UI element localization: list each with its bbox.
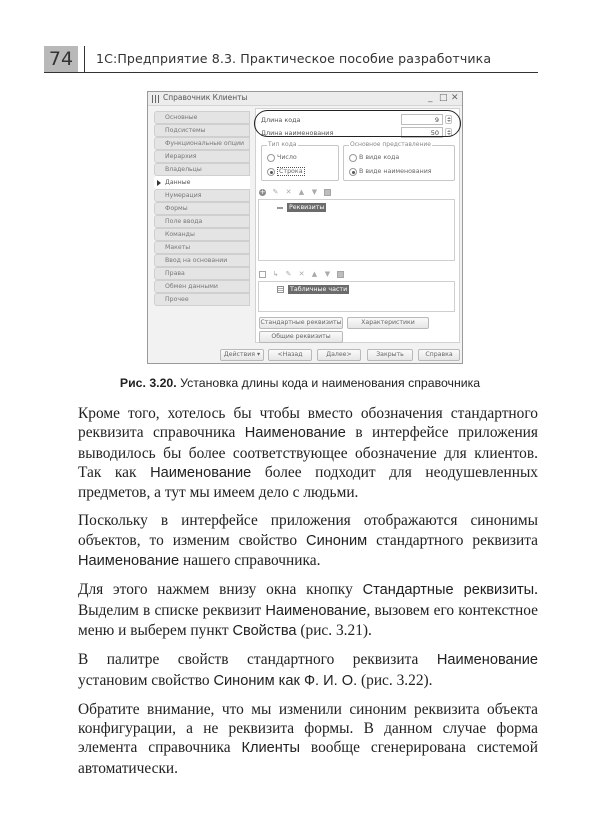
radio-string-label: Строка [279, 168, 303, 175]
add-column-icon[interactable]: ↳ [272, 270, 279, 278]
term-fio: Ф. И. О. [303, 672, 358, 689]
text-run: как [274, 672, 304, 689]
code-type-legend: Тип кода [268, 141, 297, 148]
tree-item-tabular-sections[interactable] [277, 285, 349, 294]
paragraph-2 [78, 511, 538, 571]
text-run: Кроме того, хотелось бы чтобы вместо обозначения стандартного реквизита справочника [78, 405, 538, 442]
active-tab-arrow-icon [157, 180, 161, 186]
term-clients: Клиенты [241, 740, 301, 757]
radio-as-name-label: В виде наименования [359, 168, 432, 175]
collapse-icon[interactable] [277, 207, 283, 209]
term-name-attribute: Наименование [244, 425, 346, 442]
delete-icon[interactable]: ✕ [298, 270, 305, 278]
tabular-toolbar [259, 269, 344, 280]
text-run: Для этого нажмем внизу окна кнопку [78, 581, 363, 599]
tab-data-exchange[interactable]: Обмен данными [154, 280, 250, 293]
sort-icon[interactable] [337, 271, 344, 278]
edit-icon[interactable]: ✎ [272, 188, 279, 196]
radio-dot [349, 168, 357, 176]
sort-icon[interactable] [324, 189, 331, 196]
radio-as-code-label: В виде кода [359, 154, 400, 161]
tree-item-tabular-label: Табличные части [290, 286, 348, 293]
term-properties: Свойства [232, 622, 297, 639]
edit-icon[interactable]: ✎ [285, 270, 292, 278]
catalog-settings-window [147, 91, 463, 364]
actions-menu-button[interactable] [220, 349, 264, 361]
text-run: Обратите внимание, что мы изменили синоним реквизита объекта конфигурации, а не реквизита формы. В данном случае форма элемента справочника [78, 700, 538, 757]
next-button[interactable]: Далее> [317, 349, 361, 361]
main-presentation-group [343, 141, 455, 181]
tree-item-attributes-label: Реквизиты [289, 204, 325, 211]
attributes-tree[interactable] [258, 199, 455, 261]
table-icon [277, 286, 284, 293]
back-button[interactable]: <Назад [268, 349, 312, 361]
window-title: Справочник Клиенты [163, 93, 248, 102]
text-run: (рис. 3.22). [357, 671, 433, 689]
text-run: более подходит для неодушевленных предметов, а тут мы имеем дело с людьми. [78, 463, 539, 502]
name-length-input[interactable]: 50 [401, 127, 443, 138]
figure-label: Рис. 3.20. [119, 376, 177, 390]
data-tab-panel [255, 108, 460, 343]
term-synonym: Синоним [306, 532, 368, 549]
term-synonym: Синоним [213, 672, 275, 689]
figure-caption-text: Установка длины кода и наименования справочника [176, 376, 481, 390]
text-run: , вызовем его контекстное меню и выберем пункт [78, 601, 538, 639]
tabular-sections-tree[interactable] [258, 281, 455, 312]
text-run: В палитре свойств стандартного реквизита [78, 651, 437, 669]
highlight-oval [254, 110, 461, 137]
tab-rights[interactable]: Права [154, 267, 250, 280]
maximize-icon[interactable]: □ [439, 93, 448, 103]
text-run: (рис. 3.21). [296, 621, 372, 639]
close-icon[interactable]: ✕ [451, 93, 459, 103]
main-presentation-legend: Основное представление [350, 141, 431, 148]
header-divider [84, 46, 85, 72]
tab-data[interactable] [154, 176, 250, 189]
term-name-attribute: Наименование [265, 602, 367, 619]
text-run: Поскольку в интерфейсе приложения отображаются синонимы объектов, то изменим свойство [78, 512, 538, 549]
tab-numbering[interactable]: Нумерация [154, 189, 250, 202]
text-run: стандартного реквизита [367, 531, 538, 549]
book-title: 1С:Предприятие 8.3. Практическое пособие разработчика [96, 51, 492, 66]
actions-label: Действия [223, 351, 255, 358]
window-titlebar[interactable] [148, 92, 462, 106]
tab-subsystems[interactable]: Подсистемы [154, 124, 250, 137]
text-run: установим свойство [78, 671, 214, 689]
code-length-input[interactable]: 9 [401, 114, 443, 125]
close-button[interactable]: Закрыть [367, 349, 413, 361]
radio-dot [349, 154, 357, 162]
tab-input-field[interactable]: Поле ввода [154, 215, 250, 228]
move-down-icon[interactable]: ▼ [311, 188, 318, 196]
radio-number-label: Число [277, 154, 297, 161]
help-button[interactable]: Справка [418, 349, 460, 361]
body-text [78, 404, 538, 787]
delete-icon[interactable]: ✕ [285, 188, 292, 196]
term-standard-attributes: Стандартные реквизиты [362, 582, 535, 599]
move-up-icon[interactable]: ▲ [298, 188, 305, 196]
settings-tabs [154, 111, 250, 306]
paragraph-5 [78, 700, 538, 778]
move-down-icon[interactable]: ▼ [324, 270, 331, 278]
add-table-icon[interactable] [259, 271, 266, 278]
characteristics-button[interactable]: Характеристики [347, 317, 429, 329]
code-type-group [261, 141, 339, 181]
running-header [44, 46, 538, 73]
chevron-down-icon: ▾ [256, 351, 261, 358]
tab-templates[interactable]: Макеты [154, 241, 250, 254]
catalog-icon [152, 95, 159, 103]
text-run: нашего справочника. [179, 552, 321, 570]
term-name-attribute: Наименование [78, 553, 180, 570]
page-number: 74 [44, 46, 78, 72]
tree-item-attributes[interactable] [277, 203, 326, 212]
paragraph-3 [78, 580, 538, 641]
tab-main[interactable]: Основные [154, 111, 250, 124]
common-attributes-button[interactable]: Общие реквизиты [259, 331, 343, 343]
tab-forms[interactable]: Формы [154, 202, 250, 215]
minimize-icon[interactable]: _ [428, 93, 433, 103]
attributes-toolbar [259, 187, 331, 198]
tab-owners[interactable]: Владельцы [154, 163, 250, 176]
tab-data-label: Данные [165, 179, 191, 186]
figure-caption [0, 376, 600, 390]
radio-dot [267, 168, 275, 176]
tab-functional-options[interactable]: Функциональные опции [154, 137, 250, 150]
tab-based-on[interactable]: Ввод на основании [154, 254, 250, 267]
standard-attributes-button[interactable]: Стандартные реквизиты [259, 317, 343, 329]
text-run: . Выделим в списке реквизит [78, 581, 538, 619]
add-icon[interactable]: + [259, 188, 266, 196]
text-run: вообще сгенерирована системой автоматически. [78, 739, 538, 777]
move-up-icon[interactable]: ▲ [311, 270, 318, 278]
paragraph-4 [78, 650, 538, 691]
paragraph-1 [78, 404, 538, 502]
text-run: в интерфейсе приложения выводилось бы более соответствующее обозначение для клиентов. Так как [78, 424, 538, 481]
tab-other[interactable]: Прочее [154, 293, 250, 306]
radio-dot [267, 154, 275, 162]
tab-commands[interactable]: Команды [154, 228, 250, 241]
code-length-label: Длина кода [261, 116, 301, 124]
tab-hierarchy[interactable]: Иерархия [154, 150, 250, 163]
name-length-label: Длина наименования [261, 129, 334, 137]
term-name-attribute: Наименование [150, 464, 252, 481]
term-name-attribute: Наименование [436, 652, 538, 669]
